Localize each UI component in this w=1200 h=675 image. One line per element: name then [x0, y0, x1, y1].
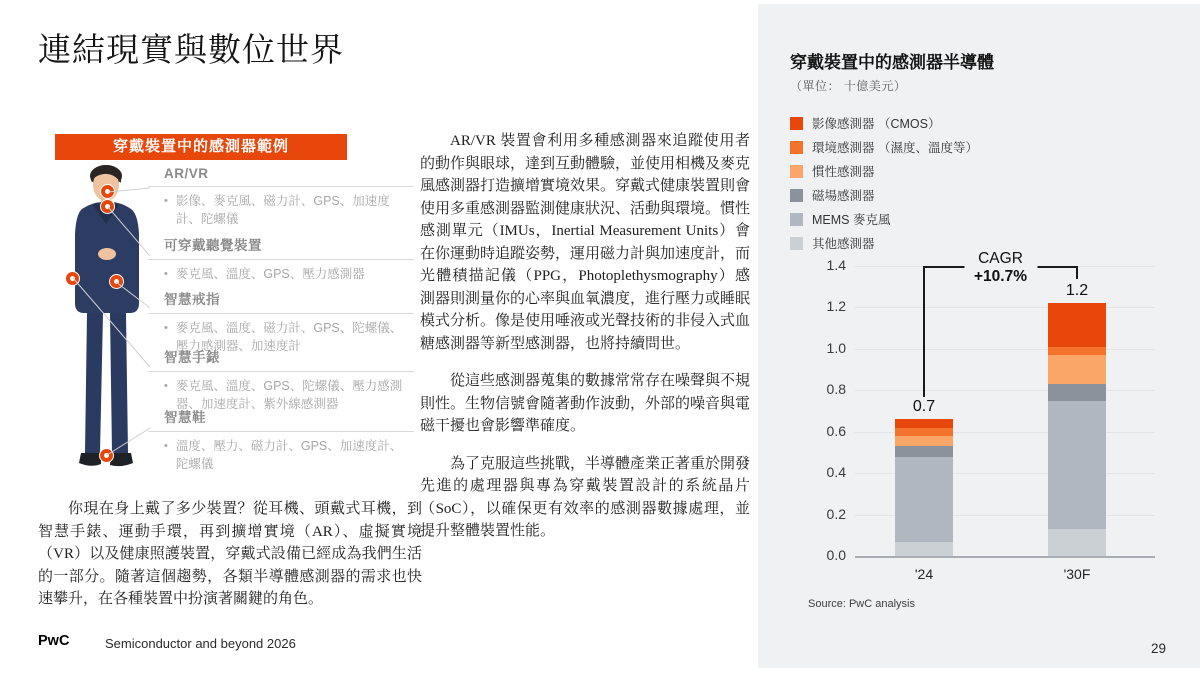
legend-swatch: [790, 141, 803, 154]
bar-segment: [1048, 355, 1106, 384]
sensor-dot: [110, 275, 123, 288]
legend-swatch: [790, 165, 803, 178]
section-bullet: • 影像、麥克風、磁力計、GPS、加速度計、陀螺儀: [148, 187, 414, 228]
y-axis-tick: 1.4: [826, 257, 846, 273]
bar-segment: [1048, 384, 1106, 401]
section-title: 智慧手錶: [148, 346, 414, 372]
bar-segment: [1048, 401, 1106, 529]
section-bullet: • 麥克風、溫度、磁力計、GPS、陀螺儀、壓力感測器、加速度計: [148, 314, 414, 355]
section-bullet: • 溫度、壓力、磁力計、GPS、加速度計、陀螺儀: [148, 432, 414, 473]
callout-section-hearables: [148, 234, 414, 284]
y-axis-tick: 0.4: [826, 464, 846, 481]
section-title: 智慧戒指: [148, 288, 414, 314]
stacked-bar: [895, 419, 953, 556]
callout-section-arvr: [148, 166, 414, 228]
intro-paragraph: 你現在身上戴了多少裝置？從耳機、頭戴式耳機，到智慧手錶、運動手環，再到擴增實境（AR）、虛擬實境（VR）以及健康照護裝置，穿戴式設備已經成為我們生活的一部分。隨著這個趨勢，各類半導體感測器的需求也快速攀升，在各種裝置中扮演著關鍵的角色。: [38, 501, 422, 607]
sensor-dot: [101, 185, 114, 198]
section-title: AR/VR: [148, 166, 414, 187]
legend-label: 其他感測器: [812, 237, 875, 251]
chart-plot: [855, 249, 1155, 558]
y-axis-tick: 1.0: [826, 339, 846, 356]
bar-segment: [895, 446, 953, 456]
legend-row: [790, 138, 978, 156]
gridline: [855, 390, 1155, 391]
legend-row: [790, 114, 978, 132]
legend-label: MEMS 麥克風: [812, 213, 891, 227]
gridline: [855, 307, 1155, 308]
section-bullet: • 麥克風、溫度、GPS、壓力感測器: [148, 260, 414, 284]
callout-section-smart-shoes: [148, 406, 414, 473]
bar-segment: [895, 428, 953, 436]
cagr-value: +10.7%: [973, 267, 1028, 285]
sensor-dot: [101, 200, 114, 213]
legend-swatch: [790, 237, 803, 250]
cagr-bracket-left: [923, 266, 925, 417]
body-paragraph: 為了克服這些挑戰，半導體產業正著重於開發先進的處理器與專為穿戴裝置設計的系統晶片（SoC），以確保更有效率的感測器數據處理，並提升整體裝置性能。: [420, 455, 751, 539]
sensor-dot: [100, 449, 113, 462]
bar-total-label: 0.7: [910, 397, 938, 417]
chart-title: 穿戴裝置中的感測器半導體: [790, 53, 994, 72]
body-paragraph: 從這些感測器蒐集的數據常常存在噪聲與不規則性。生物信號會隨著動作波動，外部的噪音與電磁干擾也會影響準確度。: [420, 373, 751, 434]
sensor-dot: [66, 272, 79, 285]
page-title: 連結現實與數位世界: [38, 33, 344, 69]
legend-label: 慣性感測器: [812, 165, 875, 179]
section-bullet: • 麥克風、溫度、GPS、陀螺儀、壓力感測器、加速度計、紫外線感測器: [148, 372, 414, 413]
callout-section-smart-ring: [148, 288, 414, 355]
legend-label: 磁場感測器: [812, 189, 875, 203]
sensor-examples-banner: 穿戴裝置中的感測器範例: [55, 134, 347, 160]
legend-swatch: [790, 213, 803, 226]
legend-swatch: [790, 189, 803, 202]
x-axis-tick: '24: [914, 566, 934, 582]
legend-label: 環境感測器 （濕度、溫度等）: [812, 141, 978, 155]
cagr-label: CAGR: [978, 249, 1023, 267]
pwc-logo: PwC: [38, 633, 70, 649]
legend-row: [790, 210, 978, 228]
cagr-annotation: [964, 249, 1037, 287]
callout-section-smart-watch: [148, 346, 414, 413]
bar-total-label: 1.2: [1063, 281, 1091, 301]
bar-segment: [895, 542, 953, 557]
chart-legend: [790, 114, 978, 258]
y-axis-tick: 0.8: [826, 381, 846, 398]
footer-doc-title: Semiconductor and beyond 2026: [105, 636, 296, 651]
chart-source: Source: PwC analysis: [808, 598, 915, 610]
page-number: 29: [1150, 641, 1166, 656]
y-axis-tick: 0.2: [826, 505, 846, 522]
bar-segment: [1048, 303, 1106, 347]
x-axis-tick: '30F: [1063, 566, 1091, 582]
legend-row: [790, 162, 978, 180]
bar-segment: [1048, 529, 1106, 556]
stacked-bar: [1048, 303, 1106, 556]
legend-row: [790, 186, 978, 204]
y-axis-tick: 0.0: [826, 547, 846, 563]
y-axis-tick: 0.6: [826, 422, 846, 439]
bar-segment: [1048, 347, 1106, 355]
legend-swatch: [790, 117, 803, 130]
section-title: 智慧鞋: [148, 406, 414, 432]
bar-segment: [895, 419, 953, 427]
chart-area: [798, 249, 1178, 584]
y-axis-tick: 1.2: [826, 298, 846, 315]
gridline: [855, 349, 1155, 350]
section-title: 可穿戴聽覺裝置: [148, 234, 414, 260]
body-column: [420, 130, 750, 558]
legend-label: 影像感測器 （CMOS）: [812, 117, 941, 131]
bar-segment: [895, 457, 953, 542]
chart-unit-label: （單位： 十億美元）: [790, 79, 907, 93]
body-paragraph: AR/VR 裝置會利用多種感測器來追蹤使用者的動作與眼球，達到互動體驗，並使用相機及麥克風感測器打造擴增實境效果。穿戴式健康裝置則會使用多重感測器監測健康狀況、活動與環境。慣性感測單元（IMUs，Inertial Measurement Units）會在你運動時追蹤姿勢，運用磁力計與加速度計，而光體積描記儀（PPG，Photoplethysmography）感測器則測量你的心率與血氧濃度，進行壓力或睡眠模式分析。像是使用唾液或光聲技術的非侵入式血糖感測器等新型感測器，也將持續問世。: [420, 133, 751, 352]
bar-segment: [895, 436, 953, 446]
chart-panel: [758, 4, 1200, 668]
legend-row: [790, 234, 978, 252]
